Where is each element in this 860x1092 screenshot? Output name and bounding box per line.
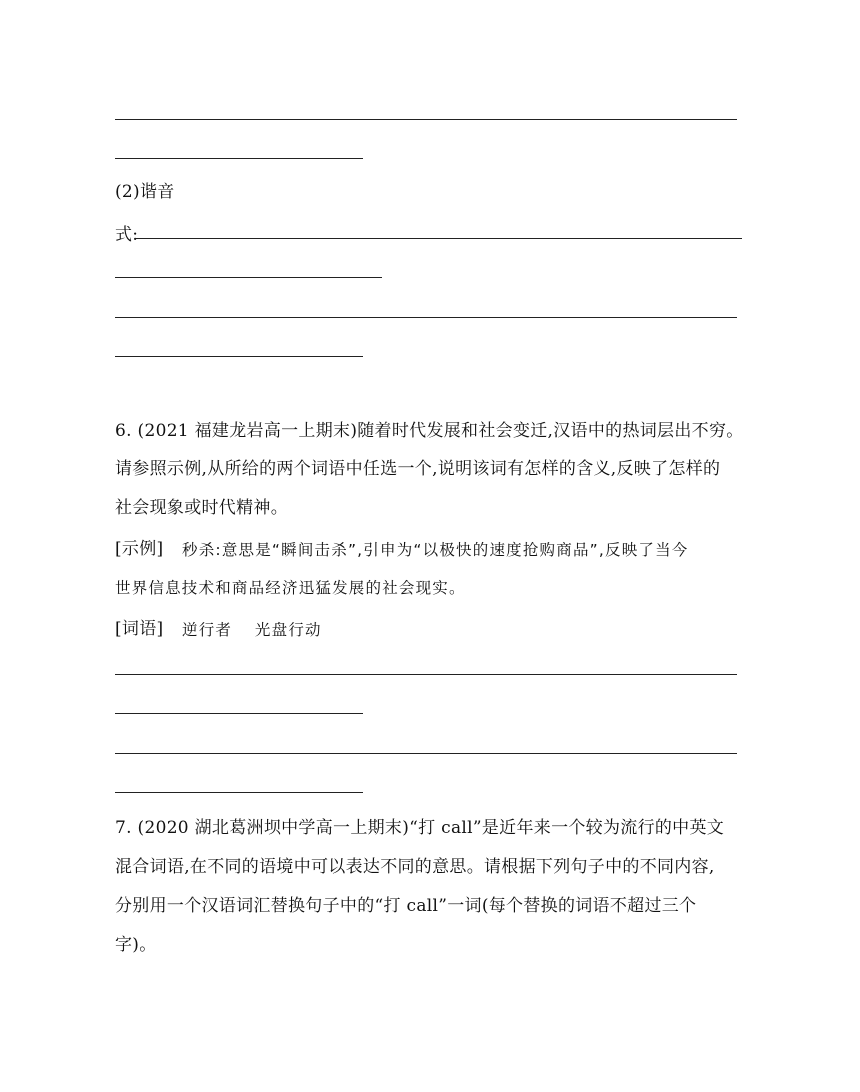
question-7-line-1: 7. (2020 湖北葛洲坝中学高一上期末)“打 call”是近年来一个较为流行的中英文 <box>115 818 725 838</box>
question-7-line-2: 混合词语,在不同的语境中可以表达不同的意思。请根据下列句子中的不同内容, <box>115 857 715 877</box>
item-2-prefix: 式: <box>115 225 139 245</box>
answer-line <box>115 356 363 357</box>
answer-line <box>115 317 737 318</box>
question-7-line-3: 分别用一个汉语词汇替换句子中的“打 call”一词(每个替换的词语不超过三个 <box>115 896 697 916</box>
answer-line <box>115 277 382 278</box>
example-line-2: 世界信息技术和商品经济迅猛发展的社会现实。 <box>115 579 466 597</box>
question-6-line-3: 社会现象或时代精神。 <box>115 498 288 518</box>
question-6-line-1: 6. (2021 福建龙岩高一上期末)随着时代发展和社会变迁,汉语中的热词层出不穷。 <box>115 421 744 441</box>
words-list: 逆行者 光盘行动 <box>182 621 322 639</box>
answer-line <box>115 713 363 714</box>
words-tag: [词语] <box>115 619 164 639</box>
answer-line <box>115 119 737 120</box>
example-line-1: 秒杀:意思是“瞬间击杀”,引申为“以极快的速度抢购商品”,反映了当今 <box>182 541 689 559</box>
example-tag: [示例] <box>115 539 164 559</box>
answer-line <box>115 792 363 793</box>
answer-line <box>115 158 363 159</box>
answer-line <box>115 753 737 754</box>
answer-line <box>115 674 737 675</box>
question-6-line-2: 请参照示例,从所给的两个词语中任选一个,说明该词有怎样的含义,反映了怎样的 <box>115 459 721 479</box>
answer-line <box>136 238 742 239</box>
item-2-label: (2)谐音 <box>115 182 175 202</box>
question-7-line-4: 字)。 <box>115 935 157 955</box>
